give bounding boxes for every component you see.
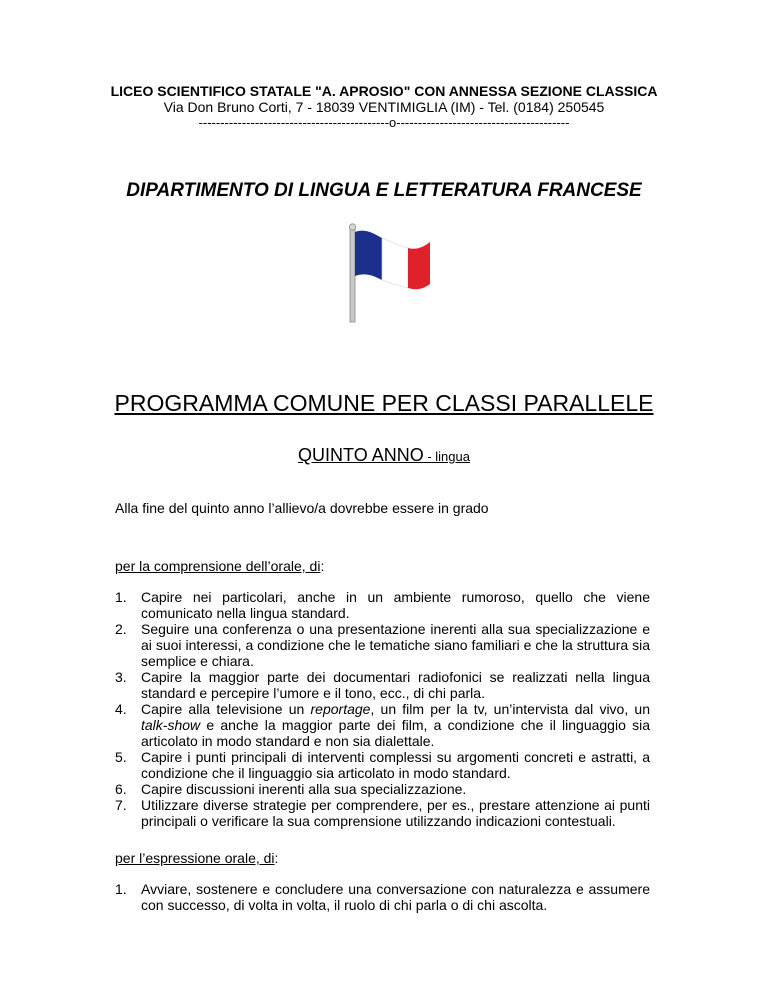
item-number: 3. [115,669,127,685]
section-heading-listening [115,558,324,574]
subtitle-main: QUINTO ANNO [298,445,424,465]
header-separator: --------------------------------------------o---------------------------------------- [198,115,570,130]
french-flag-icon [336,222,436,324]
item-text: Seguire una conferenza o una presentazione inerenti alla sua specializzazione e ai suoi interessi, a condizione che le tematiche siano familiari e che la struttura sia semplice e chiara. [141,621,650,669]
section-heading-label: per la comprensione dell’orale, di [115,558,321,574]
section-heading-colon: : [320,558,325,574]
item-number: 4. [115,701,127,717]
item-text: Avviare, sostenere e concludere una conversazione con naturalezza e assumere con successo, di volta in volta, il ruolo di chi parla o di chi ascolta. [141,881,650,913]
item-number: 6. [115,781,127,797]
item-number: 5. [115,749,127,765]
section-heading-label: per l’espressione orale, di [115,850,275,866]
item-number: 2. [115,621,127,637]
item-number: 7. [115,797,127,813]
section-heading-speaking [115,850,278,866]
list-item [115,781,650,797]
item-text: Utilizzare diverse strategie per comprendere, per es., prestare attenzione ai punti principali o verificare la sua comprensione utilizzando indicazioni contestuali. [141,797,650,829]
item-text-e: e anche la maggior parte dei film, a condizione che il linguaggio sia articolato in modo standard e non sia dialettale. [141,717,650,749]
item-text-a: Capire alla televisione un [141,701,311,717]
item-text: Capire discussioni inerenti alla sua specializzazione. [141,781,467,797]
item-text-talkshow: talk-show [141,717,201,733]
item-number: 1. [115,589,127,605]
list-item [115,621,650,669]
list-item [115,749,650,781]
intro-text: Alla fine del quinto anno l’allievo/a dovrebbe essere in grado [115,500,489,516]
subtitle-suffix: - lingua [423,449,470,464]
list-item [115,669,650,701]
item-text-reportage: reportage [310,701,371,717]
list-item [115,881,650,913]
item-text-c: , un film per la tv, un’intervista dal vivo, un [370,701,650,717]
school-address: Via Don Bruno Corti, 7 - 18039 VENTIMIGLIA (IM) - Tel. (0184) 250545 [163,99,605,115]
list-item [115,797,650,829]
item-text: Capire i punti principali di interventi complessi su argomenti concreti e astratti, a condizione che il linguaggio sia articolato in modo standard. [141,749,650,781]
department-title: DIPARTIMENTO DI LINGUA E LETTERATURA FRANCESE [126,180,642,201]
item-text: Capire nei particolari, anche in un ambiente rumoroso, quello che viene comunicato nella lingua standard. [141,589,650,621]
speaking-list [115,881,650,913]
listening-list [115,589,650,829]
page-title: PROGRAMMA COMUNE PER CLASSI PARALLELE [114,390,654,416]
item-text: Capire la maggior parte dei documentari radiofonici se realizzati nella lingua standard e percepire l’umore e il tono, ecc., di chi parla. [141,669,650,701]
item-number: 1. [115,881,127,897]
subtitle [0,445,768,466]
list-item [115,589,650,621]
school-name: LICEO SCIENTIFICO STATALE "A. APROSIO" CON ANNESSA SEZIONE CLASSICA [110,83,658,99]
section-heading-colon: : [274,850,279,866]
list-item [115,701,650,749]
